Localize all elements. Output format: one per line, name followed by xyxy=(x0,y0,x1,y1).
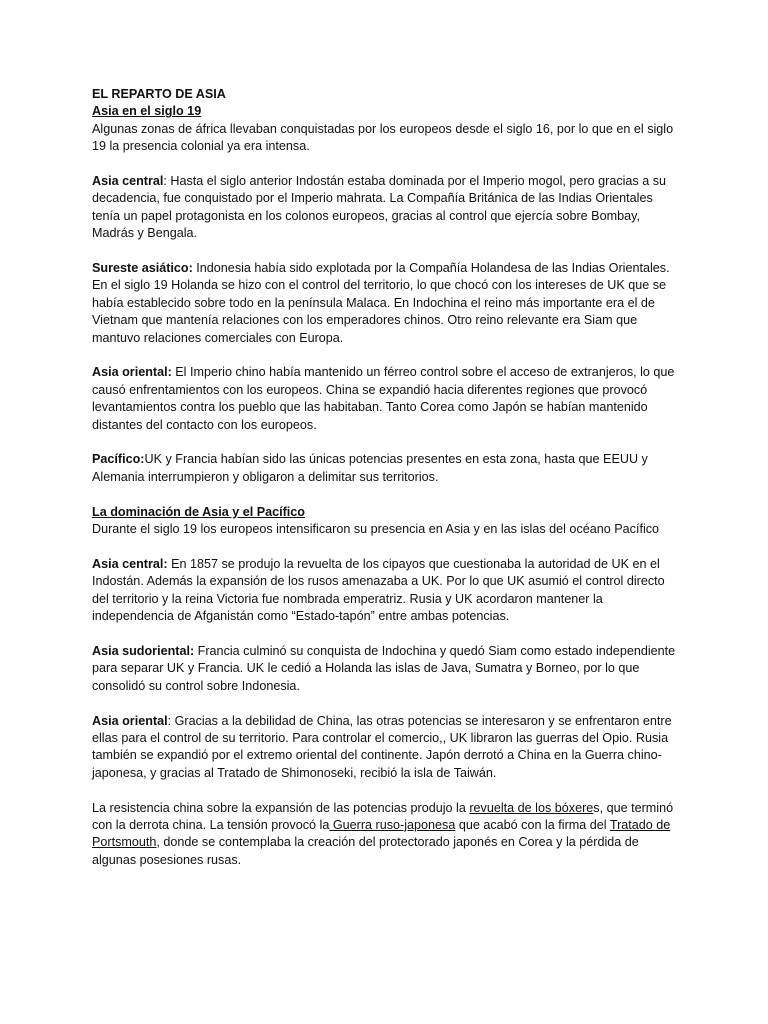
section-heading: La dominación de Asia y el Pacífico xyxy=(92,504,305,519)
section-intro: Algunas zonas de áfrica llevaban conquistadas por los europeos desde el siglo 16, por lo que en el siglo 19 la presencia colonial ya era intensa. xyxy=(92,121,674,154)
link-revuelta-boxers[interactable]: revuelta de los bóxere xyxy=(469,800,594,815)
paragraph-label: Sureste asiático: xyxy=(92,261,193,276)
paragraph-text: El Imperio chino había mantenido un férreo control sobre el acceso de extranjeros, lo que causó enfrentamientos con los europeos. China se expandió hacia diferentes regiones que provocó levantamientos contra los pueblo que las habitaban. Tanto Corea como Japón se habían mantenido distantes del contacto con los europeos. xyxy=(92,365,675,432)
document-page xyxy=(92,86,682,869)
document-title: EL REPARTO DE ASIA xyxy=(92,87,226,101)
paragraph-label: Pacífico: xyxy=(92,452,145,467)
paragraph-text: En 1857 se produjo la revuelta de los cipayos que cuestionaba la autoridad de UK en el Indostán. Además la expansión de los rusos amenazaba a UK. Por lo que UK asumió el control directo del territorio y la reina Victoria fue nombrada emperatriz. Rusia y UK acordaron mantener la independencia de Afganistán como “Estado-tapón” entre ambas potencias. xyxy=(92,556,665,624)
paragraph-label: Asia oriental xyxy=(92,713,168,728)
paragraph-asia-central xyxy=(92,556,682,626)
paragraph-asia-central xyxy=(92,173,682,243)
paragraph-asia-oriental xyxy=(92,364,682,434)
paragraph-label: Asia oriental: xyxy=(92,365,172,380)
paragraph-text: Francia culminó su conquista de Indochina y quedó Siam como estado independiente para separar UK y Francia. UK le cedió a Holanda las islas de Java, Sumatra y Borneo, por lo que consolidó su control sobre Indonesia. xyxy=(92,643,676,693)
paragraph-resistencia-china xyxy=(92,800,682,870)
paragraph-text: La resistencia china sobre la expansión de las potencias produjo la xyxy=(92,800,470,815)
paragraph-label: Asia sudoriental: xyxy=(92,643,195,658)
paragraph-asia-oriental xyxy=(92,713,682,783)
link-tratado-portsmouth[interactable]: Tratado de Portsmouth xyxy=(92,817,671,850)
section-intro: Durante el siglo 19 los europeos intensificaron su presencia en Asia y en las islas del océano Pacífico xyxy=(92,522,660,537)
paragraph-text: Indonesia había sido explotada por la Compañía Holandesa de las Indias Orientales. En el siglo 19 Holanda se hizo con el control del territorio, lo que chocó con los intereses de UK que se había establecido sobre todo en la península Malaca. En Indochina el reino más importante era el de Vietnam que mantenía relaciones con los emperadores chinos. Otro reino relevante era Siam que mantuvo relaciones comerciales con Europa. xyxy=(92,261,670,345)
paragraph-text: UK y Francia habían sido las únicas potencias presentes en esta zona, hasta que EEUU y Alemania interrumpieron y obligaron a delimitar sus territorios. xyxy=(92,452,648,484)
link-guerra-ruso-japonesa[interactable]: Guerra ruso-japonesa xyxy=(329,817,456,832)
section-dominacion-asia-pacifico xyxy=(92,504,682,869)
paragraph-pacifico xyxy=(92,451,682,486)
paragraph-text: , donde se contemplaba la creación del protectorado japonés en Corea y la pérdida de algunas posesiones rusas. xyxy=(92,835,639,867)
paragraph-text: que acabó con la firma del xyxy=(455,817,610,832)
paragraph-text: : Gracias a la debilidad de China, las otras potencias se interesaron y se enfrentaron entre ellas para el control de su territorio. Para controlar el comercio,, UK libraron las guerras del Opio. Rusia también se expandió por el extremo oriental del continente. Japón derrotó a China en la Guerra chino-japonesa, y gracias al Tratado de Shimonoseki, recibió la isla de Taiwán. xyxy=(92,713,672,780)
paragraph-label: Asia central: xyxy=(92,556,168,571)
paragraph-text: : Hasta el siglo anterior Indostán estaba dominada por el Imperio mogol, pero gracias a su decadencia, fue conquistado por el Imperio mahrata. La Compañía Británica de las Indias Orientales tenía un papel protagonista en los colonos europeos, gracias al control que ejercía sobre Bombay, Madrás y Bengala. xyxy=(92,174,667,241)
paragraph-label: Asia central xyxy=(92,174,164,189)
paragraph-asia-sudoriental xyxy=(92,643,682,695)
section-heading: Asia en el siglo 19 xyxy=(92,104,202,119)
section-asia-siglo-19 xyxy=(92,103,682,486)
paragraph-text: s, que terminó con la derrota china. La tensión provocó la xyxy=(92,800,674,832)
paragraph-sureste-asiatico xyxy=(92,260,682,347)
